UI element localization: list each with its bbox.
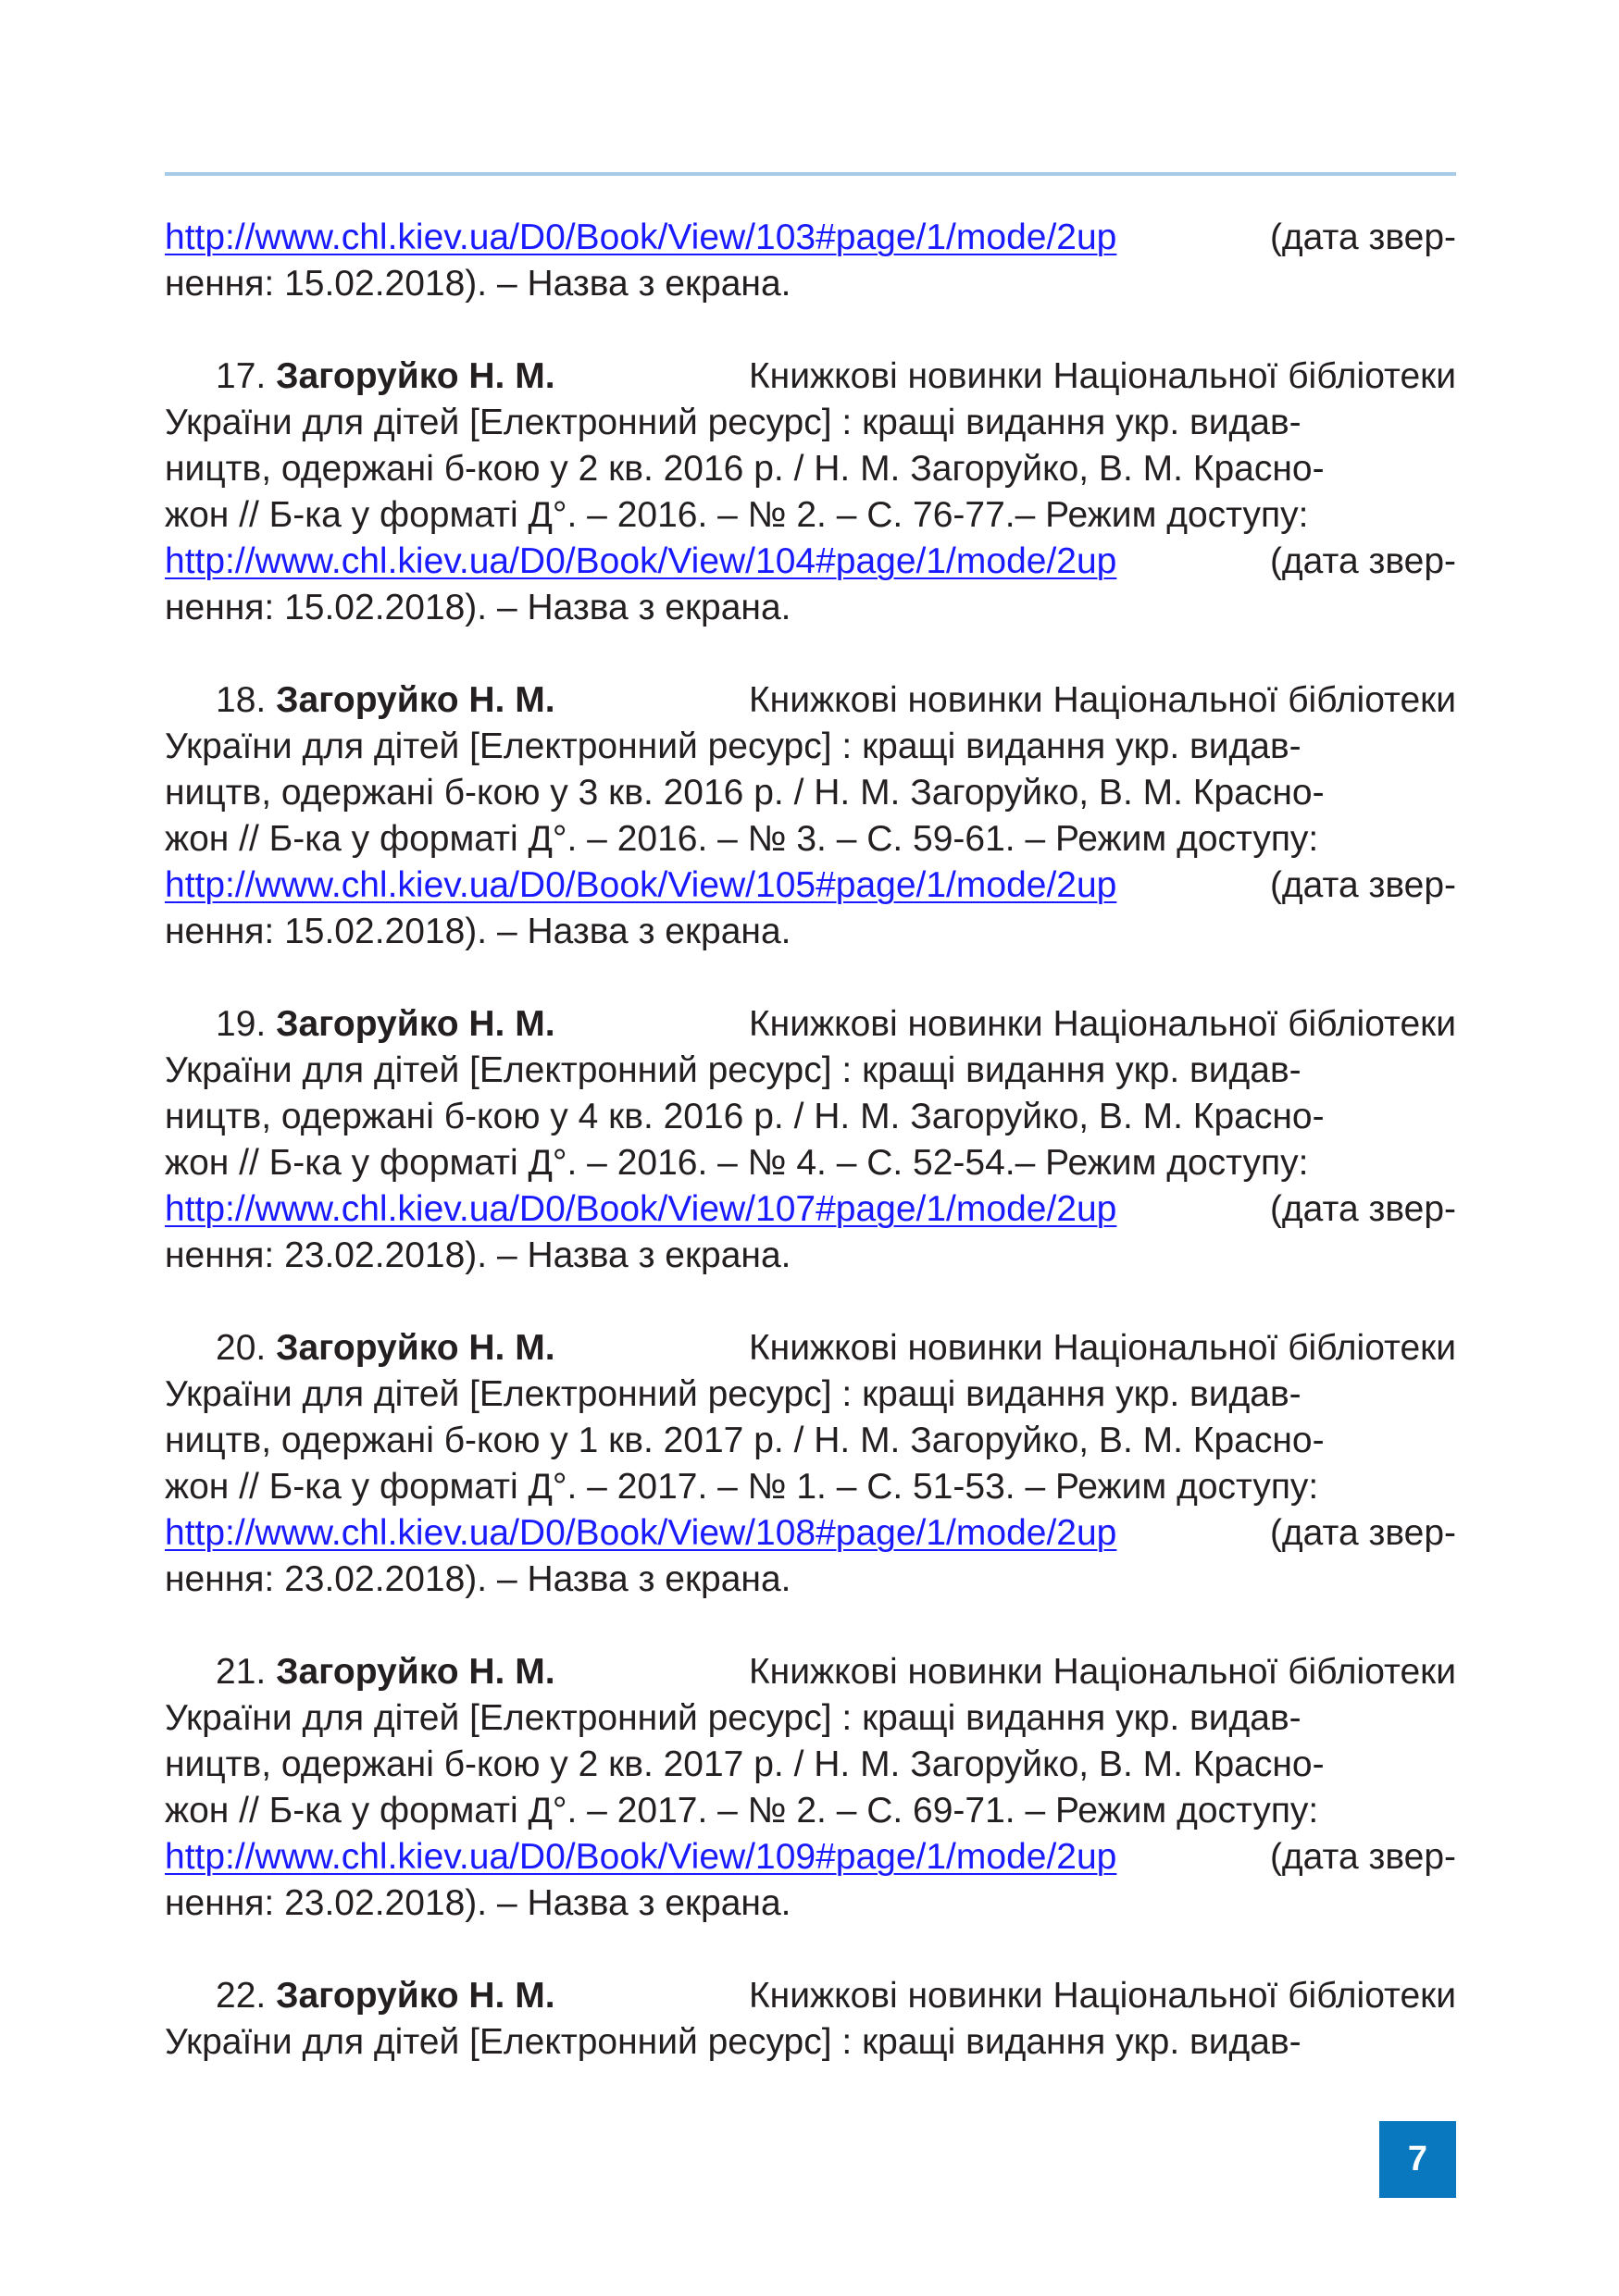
entry-line: України для дітей [Електронний ресурс] : кращі видання укр. видав- [165,403,1301,442]
entry-line: України для дітей [Електронний ресурс] : кращі видання укр. видав- [165,726,1301,766]
entry-line: ництв, одержані б-кою у 4 кв. 2016 р. / Н. М. Загоруйко, В. М. Красно- [165,1097,1325,1136]
bibliography-entry: 20. Загоруйко Н. М. Книжкові новинки Національної бібліотеки України для дітей [Електронний ресурс] : кращі видання укр. видав- ництв, одержані б-кою у 1 кв. 2017 р. / Н. М. Загоруйко, В. М. Красно- жон // Б-ка у форматі Д°. – 2017. – № 1. – С. 51-53. – Режим доступу: http://www.chl.kiev.ua/D0/Book/View/108#page/1/mode/2up (дата звер- нення: 23.02.2018). – Назва з екрана. [165,1325,1456,1603]
entry-link[interactable]: http://www.chl.kiev.ua/D0/Book/View/109#page/1/mode/2up [165,1837,1117,1877]
entry-link[interactable]: http://www.chl.kiev.ua/D0/Book/View/108#page/1/mode/2up [165,1513,1117,1553]
entry-line: жон // Б-ка у форматі Д°. – 2017. – № 2. – С. 69-71. – Режим доступу: [165,1791,1319,1831]
header-rule [165,172,1456,176]
entry-author: Загоруйко Н. М. [276,1976,555,2016]
entry-line: ництв, одержані б-кою у 3 кв. 2016 р. / Н. М. Загоруйко, В. М. Красно- [165,773,1325,813]
entry-link[interactable]: http://www.chl.kiev.ua/D0/Book/View/104#page/1/mode/2up [165,541,1117,581]
entry-number: 21. [216,1652,267,1692]
entry-author: Загоруйко Н. М. [276,1328,555,1368]
entry-author: Загоруйко Н. М. [276,680,555,720]
entry-line: жон // Б-ка у форматі Д°. – 2017. – № 1. – С. 51-53. – Режим доступу: [165,1467,1319,1507]
entry-number: 18. [216,680,267,720]
entry-number: 20. [216,1328,267,1368]
bibliography-entry: 21. Загоруйко Н. М. Книжкові новинки Національної бібліотеки України для дітей [Електронний ресурс] : кращі видання укр. видав- ництв, одержані б-кою у 2 кв. 2017 р. / Н. М. Загоруйко, В. М. Красно- жон // Б-ка у форматі Д°. – 2017. – № 2. – С. 69-71. – Режим доступу: http://www.chl.kiev.ua/D0/Book/View/109#page/1/mode/2up (дата звер- нення: 23.02.2018). – Назва з екрана. [165,1649,1456,1927]
entry-link[interactable]: http://www.chl.kiev.ua/D0/Book/View/107#page/1/mode/2up [165,1189,1117,1229]
entry-author: Загоруйко Н. М. [276,356,555,396]
bibliography-entry-partial: 22. Загоруйко Н. М. Книжкові новинки Національної бібліотеки України для дітей [Електронний ресурс] : кращі видання укр. видав- [165,1973,1456,2066]
entry-author: Загоруйко Н. М. [276,1652,555,1692]
entry-continuation: http://www.chl.kiev.ua/D0/Book/View/103#page/1/mode/2up (дата звер- нення: 15.02.2018). – Назва з екрана. [165,215,1456,307]
bibliography-entry: 17. Загоруйко Н. М. Книжкові новинки Національної бібліотеки України для дітей [Електронний ресурс] : кращі видання укр. видав- ництв, одержані б-кою у 2 кв. 2016 р. / Н. М. Загоруйко, В. М. Красно- жон // Б-ка у форматі Д°. – 2016. – № 2. – С. 76-77.– Режим доступу: http://www.chl.kiev.ua/D0/Book/View/104#page/1/mode/2up (дата звер- нення: 15.02.2018). – Назва з екрана. [165,354,1456,631]
entry-author: Загоруйко Н. М. [276,1004,555,1044]
entry-number: 22. [216,1976,267,2016]
page-content [165,215,1456,2112]
entry-line: України для дітей [Електронний ресурс] : кращі видання укр. видав- [165,1374,1301,1414]
entry-number: 19. [216,1004,267,1044]
entry-link[interactable]: http://www.chl.kiev.ua/D0/Book/View/103#page/1/mode/2up [165,217,1117,257]
page-number: 7 [1379,2121,1456,2198]
bibliography-entry: 18. Загоруйко Н. М. Книжкові новинки Національної бібліотеки України для дітей [Електронний ресурс] : кращі видання укр. видав- ництв, одержані б-кою у 3 кв. 2016 р. / Н. М. Загоруйко, В. М. Красно- жон // Б-ка у форматі Д°. – 2016. – № 3. – С. 59-61. – Режим доступу: http://www.chl.kiev.ua/D0/Book/View/105#page/1/mode/2up (дата звер- нення: 15.02.2018). – Назва з екрана. [165,677,1456,955]
entry-line: ництв, одержані б-кою у 2 кв. 2017 р. / Н. М. Загоруйко, В. М. Красно- [165,1744,1325,1784]
entry-line: ництв, одержані б-кою у 2 кв. 2016 р. / Н. М. Загоруйко, В. М. Красно- [165,449,1325,489]
entry-link[interactable]: http://www.chl.kiev.ua/D0/Book/View/105#page/1/mode/2up [165,865,1117,905]
entry-line: жон // Б-ка у форматі Д°. – 2016. – № 4. – С. 52-54.– Режим доступу: [165,1143,1309,1183]
entry-line: жон // Б-ка у форматі Д°. – 2016. – № 3. – С. 59-61. – Режим доступу: [165,819,1319,859]
bibliography-entry: 19. Загоруйко Н. М. Книжкові новинки Національної бібліотеки України для дітей [Електронний ресурс] : кращі видання укр. видав- ництв, одержані б-кою у 4 кв. 2016 р. / Н. М. Загоруйко, В. М. Красно- жон // Б-ка у форматі Д°. – 2016. – № 4. – С. 52-54.– Режим доступу: http://www.chl.kiev.ua/D0/Book/View/107#page/1/mode/2up (дата звер- нення: 23.02.2018). – Назва з екрана. [165,1001,1456,1279]
entry-line: жон // Б-ка у форматі Д°. – 2016. – № 2. – С. 76-77.– Режим доступу: [165,495,1309,535]
entry-line: України для дітей [Електронний ресурс] : кращі видання укр. видав- [165,1050,1301,1090]
entry-number: 17. [216,356,267,396]
entry-line: України для дітей [Електронний ресурс] : кращі видання укр. видав- [165,2022,1301,2062]
entry-line: України для дітей [Електронний ресурс] : кращі видання укр. видав- [165,1698,1301,1738]
entry-line: ництв, одержані б-кою у 1 кв. 2017 р. / Н. М. Загоруйко, В. М. Красно- [165,1421,1325,1460]
